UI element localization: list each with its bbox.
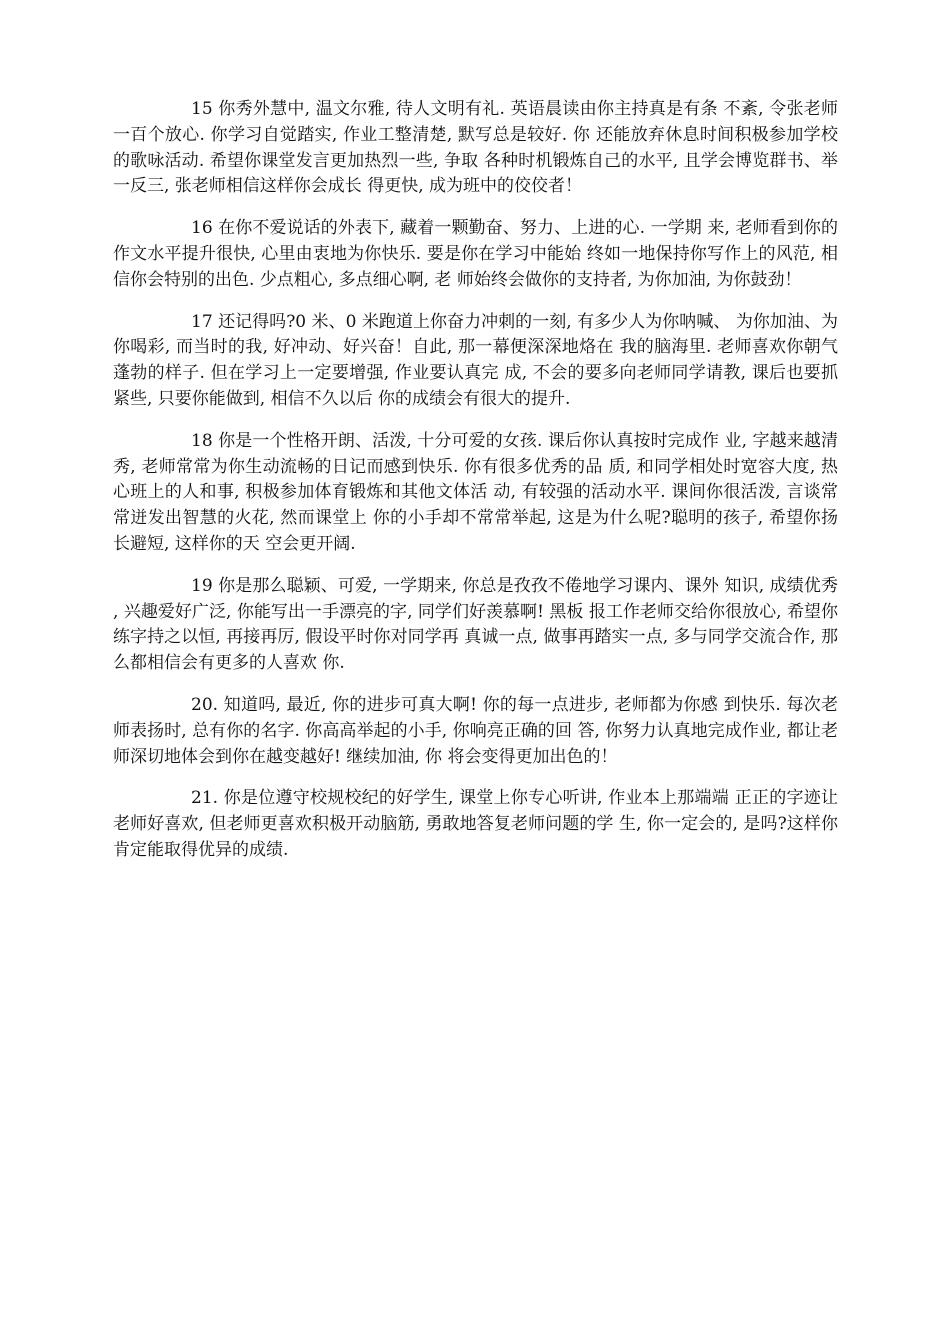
document-page [113, 97, 838, 880]
comment-paragraph-15: 15 你秀外慧中, 温文尔雅, 待人文明有礼. 英语晨读由你主持真是有条 不紊, 令张老师一百个放心. 你学习自觉踏实, 作业工整清楚, 默写总是较好. 你 还能放弃休息时间积极参加学校的歌咏活动. 希望你课堂发言更加热烈一些, 争取 各种时机锻炼自己的水平, 且学会博览群书、举一反三, 张老师相信这样你会成长 得更快, 成为班中的佼佼者！ [113, 99, 838, 197]
comment-paragraph-18: 18 你是一个性格开朗、活泼, 十分可爱的女孩. 课后你认真按时完成作 业, 字越来越清秀, 老师常常为你生动流畅的日记而感到快乐. 你有很多优秀的品 质, 和同学相处时宽容大度, 热心班上的人和事, 积极参加体育锻炼和其他文体活 动, 有较强的活动水平. 课间你很活泼, 言谈常常迸发出智慧的火花, 然而课堂上 你的小手却不常常举起, 这是为什么呢?聪明的孩子, 希望你扬长避短, 这样你的天 空会更开阔. [113, 430, 838, 554]
comment-paragraph-19: 19 你是那么聪颖、可爱, 一学期来, 你总是孜孜不倦地学习课内、课外 知识, 成绩优秀, 兴趣爱好广泛, 你能写出一手漂亮的字, 同学们好羡慕啊! 黑板 报工作老师交给你很放心, 希望你练字持之以恒, 再接再厉, 假设平时你对同学再 真诚一点, 做事再踏实一点, 多与同学交流合作, 那么都相信会有更多的人喜欢 你. [113, 575, 838, 674]
comment-paragraph-21: 21. 你是位遵守校规校纪的好学生, 课堂上你专心听讲, 作业本上那端端 正正的字迹让老师好喜欢, 但老师更喜欢积极开动脑筋, 勇敢地答复老师问题的学 生, 你一定会的, 是吗?这样你肯定能取得优异的成绩. [113, 788, 838, 860]
comment-paragraph-16: 16 在你不爱说话的外表下, 藏着一颗勤奋、努力、上进的心. 一学期 来, 老师看到你的作文水平提升很快, 心里由衷地为你快乐. 要是你在学习中能始 终如一地保持你写作上的风范, 相信你会特别的出色. 少点粗心, 多点细心啊, 老 师始终会做你的支持者, 为你加油, 为你鼓劲！ [113, 218, 838, 290]
comment-paragraph-17: 17 还记得吗?0 米、0 米跑道上你奋力冲刺的一刻, 有多少人为你呐喊、 为你加油、为你喝彩, 而当时的我, 好冲动、好兴奋！自此, 那一幕便深深地烙在 我的脑海里. 老师喜欢你朝气蓬勃的样子. 但在学习上一定要增强, 作业要认真完 成, 不会的要多向老师同学请教, 课后也要抓紧些, 只要你能做到, 相信不久以后 你的成绩会有很大的提升. [113, 311, 838, 409]
comment-paragraph-20: 20. 知道吗, 最近, 你的进步可真大啊! 你的每一点进步, 老师都为你感 到快乐. 每次老师表扬时, 总有你的名字. 你高高举起的小手, 你响亮正确的回 答, 你努力认真地完成作业, 都让老师深切地体会到你在越变越好! 继续加油, 你 将会变得更加出色的！ [113, 694, 838, 767]
